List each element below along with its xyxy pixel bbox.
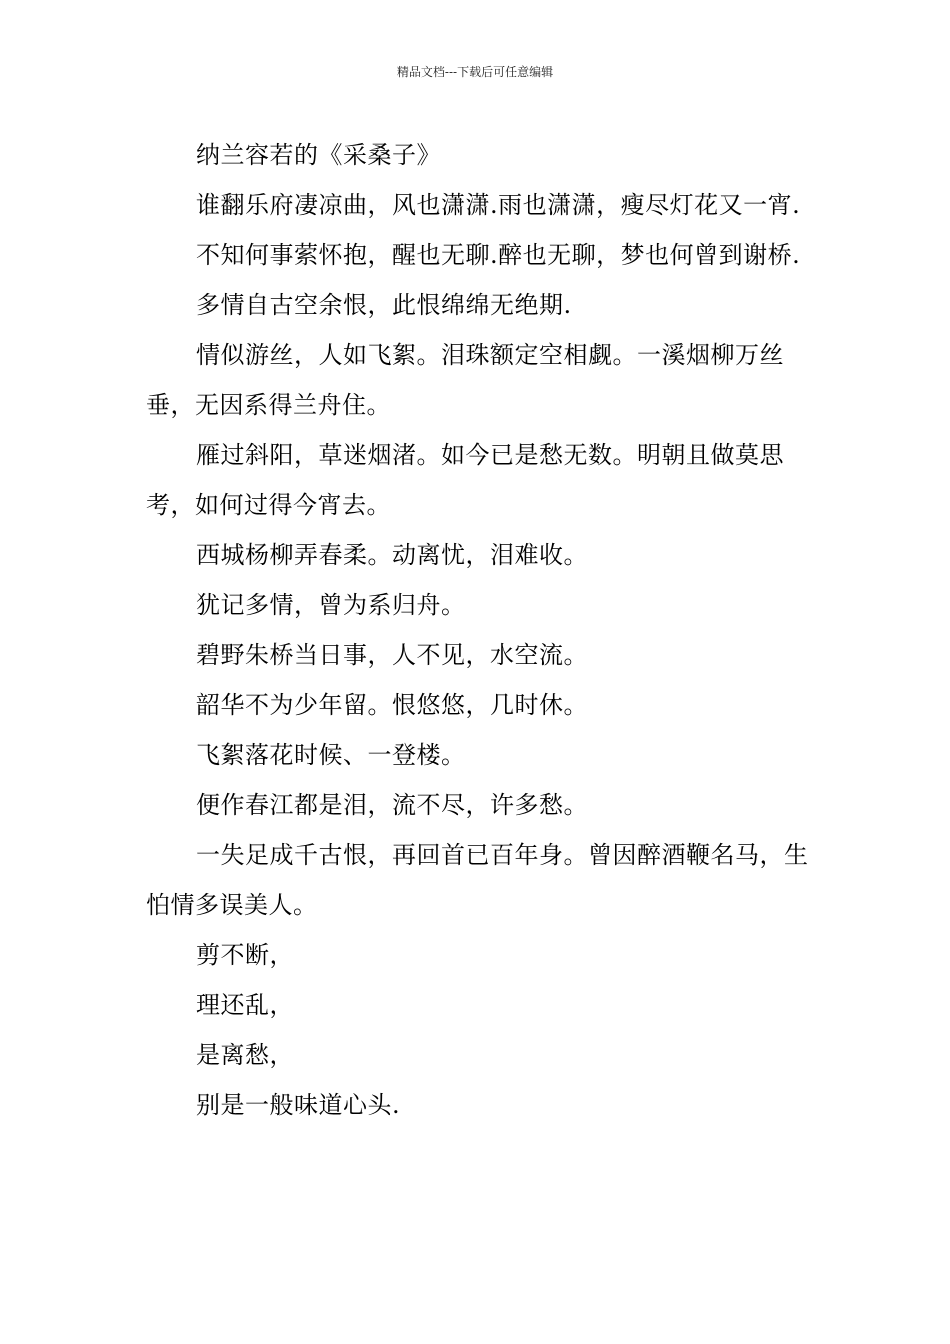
paragraph: 别是一般味道心头. [196, 1091, 401, 1119]
paragraph: 是离愁， [196, 1041, 294, 1069]
paragraph: 谁翻乐府凄凉曲，风也潇潇.雨也潇潇，瘦尽灯花又一宵. [196, 191, 801, 219]
paragraph: 犹记多情，曾为系归舟。 [196, 591, 466, 619]
paragraph: 多情自古空余恨，此恨绵绵无绝期. [196, 291, 572, 319]
paragraph: 飞絮落花时候、一登楼。 [196, 741, 466, 769]
document-body [146, 130, 814, 1130]
page-header: 精品文档---下载后可任意编辑 [396, 65, 554, 79]
paragraph: 剪不断， [196, 941, 294, 969]
paragraph: 不知何事萦怀抱，醒也无聊.醉也无聊，梦也何曾到谢桥. [196, 241, 801, 269]
paragraph: 雁过斜阳，草迷烟渚。如今已是愁无数。明朝且做莫思考，如何过得今宵去。 [146, 441, 784, 519]
paragraph: 便作春江都是泪，流不尽，许多愁。 [196, 791, 588, 819]
paragraph: 情似游丝，人如飞絮。泪珠额定空相觑。一溪烟柳万丝垂，无因系得兰舟住。 [146, 341, 784, 419]
paragraph: 西城杨柳弄春柔。动离忧，泪难收。 [196, 541, 588, 569]
paragraph: 理还乱， [196, 991, 294, 1019]
paragraph: 碧野朱桥当日事，人不见，水空流。 [196, 641, 588, 669]
document-title: 纳兰容若的《采桑子》 [196, 141, 441, 169]
paragraph: 一失足成千古恨，再回首已百年身。曾因醉酒鞭名马，生怕情多误美人。 [146, 841, 809, 919]
paragraph: 韶华不为少年留。恨悠悠，几时休。 [196, 691, 588, 719]
